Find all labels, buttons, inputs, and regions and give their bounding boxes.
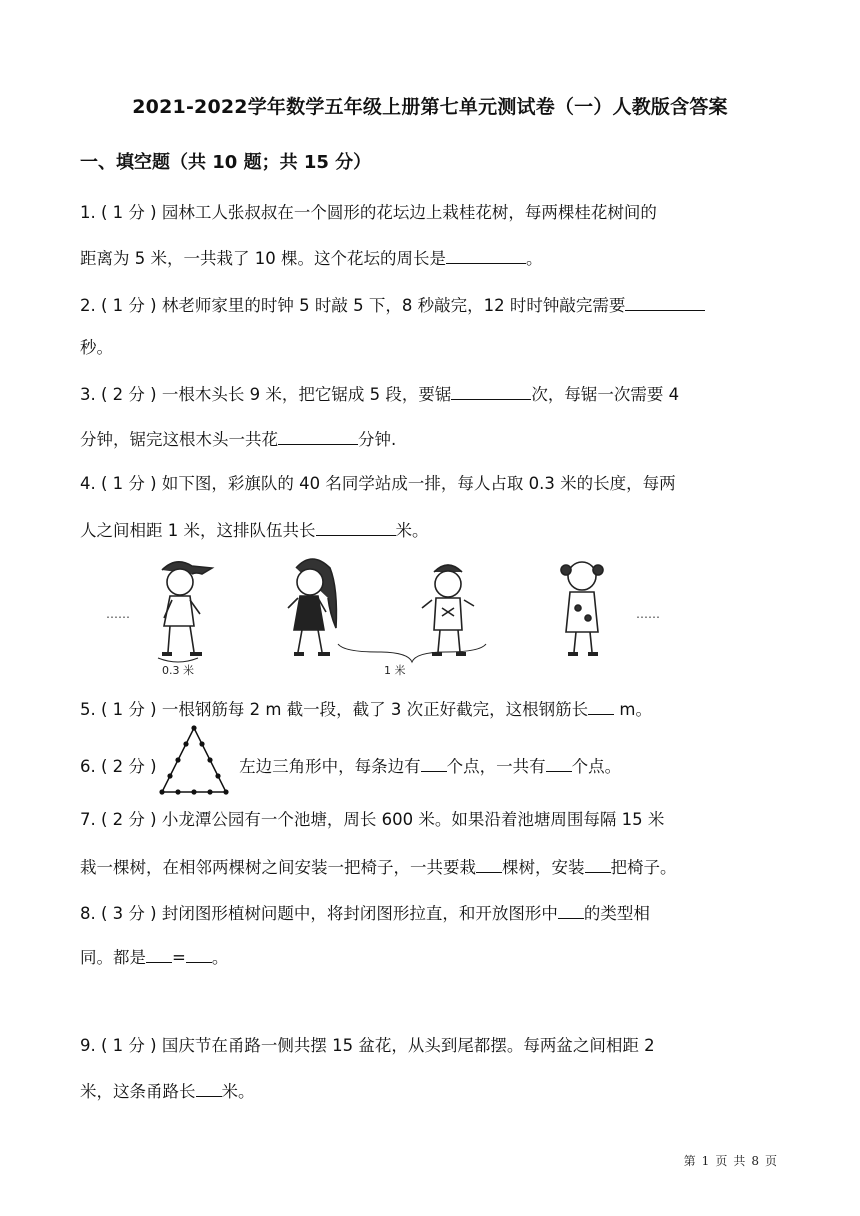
girl-with-ponytail-figure <box>288 559 336 654</box>
footer-text: 共 <box>733 1154 746 1168</box>
question-score: ( 2 分 ) <box>101 385 157 404</box>
question-number: 7. <box>80 810 96 829</box>
question-text: 距离为 5 米，一共栽了 10 棵。这个花坛的周长是 <box>80 249 446 268</box>
question-text: 把椅子。 <box>610 858 677 877</box>
question-number: 3. <box>80 385 96 404</box>
boy-with-bowtie-figure <box>422 565 474 654</box>
question-1 <box>80 203 780 223</box>
page-footer <box>0 1152 780 1169</box>
question-number: 2. <box>80 296 96 315</box>
question-text: m。 <box>614 700 652 719</box>
question-text: 。 <box>211 948 229 967</box>
answer-blank[interactable] <box>558 902 584 919</box>
answer-blank[interactable] <box>278 428 358 445</box>
question-text: = <box>172 948 186 967</box>
question-text: 分钟. <box>358 430 397 449</box>
width-bracket <box>158 658 198 662</box>
question-text: 园林工人张叔叔在一个圆形的花坛边上栽桂花树，每两棵桂花树间的 <box>161 203 657 222</box>
answer-blank[interactable] <box>585 856 611 873</box>
question-4 <box>80 474 780 494</box>
boy-with-cap-figure <box>162 562 212 654</box>
question-text: 如下图，彩旗队的 40 名同学站成一排，每人占取 0.3 米的长度，每两 <box>161 474 676 493</box>
label-1m: 1 米 <box>384 664 406 677</box>
answer-blank[interactable] <box>451 383 531 400</box>
section-heading: 一、填空题（共 10 题；共 15 分） <box>80 152 372 173</box>
question-9 <box>80 1036 780 1056</box>
question-text: 个点。 <box>571 757 622 776</box>
footer-text: 页 <box>715 1154 728 1168</box>
question-text: 一根木头长 9 米，把它锯成 5 段，要锯 <box>161 385 452 404</box>
question-3 <box>80 383 780 405</box>
answer-blank[interactable] <box>196 1080 222 1097</box>
flag-team-illustration <box>92 548 792 682</box>
question-text: 个点，一共有 <box>446 757 546 776</box>
question-score: ( 1 分 ) <box>101 203 157 222</box>
footer-text: 第 <box>683 1154 696 1168</box>
answer-blank[interactable] <box>446 247 526 264</box>
ellipsis-left: …… <box>106 607 130 621</box>
question-number: 6. <box>80 757 96 776</box>
total-pages: 8 <box>751 1154 759 1168</box>
question-number: 8. <box>80 904 96 923</box>
girl-with-pigtails-figure <box>561 562 603 654</box>
question-text: 左边三角形中，每条边有 <box>239 757 421 776</box>
question-8 <box>80 902 780 924</box>
question-score: ( 1 分 ) <box>101 474 157 493</box>
answer-blank[interactable] <box>625 294 705 311</box>
question-text: 次，每锯一次需要 4 <box>531 385 680 404</box>
question-8-line-2 <box>80 946 780 968</box>
document-title: 2021-2022学年数学五年级上册第七单元测试卷（一）人教版含答案 <box>132 96 728 118</box>
answer-blank[interactable] <box>186 946 212 963</box>
question-4-line-2 <box>80 519 780 541</box>
question-9-line-2 <box>80 1080 780 1102</box>
question-text: 封闭图形植树问题中，将封闭图形拉直，和开放图形中 <box>161 904 558 923</box>
question-7-line-2 <box>80 856 780 878</box>
answer-blank[interactable] <box>421 755 447 772</box>
question-text: 米。 <box>221 1082 255 1101</box>
question-7 <box>80 810 780 830</box>
question-text: 米，这条甬路长 <box>80 1082 196 1101</box>
question-number: 9. <box>80 1036 96 1055</box>
footer-text: 页 <box>764 1154 777 1168</box>
question-text: 人之间相距 1 米，这排队伍共长 <box>80 521 316 540</box>
question-2-line-2 <box>80 338 780 358</box>
question-text: 米。 <box>395 521 429 540</box>
question-3-line-2 <box>80 428 780 450</box>
question-score: ( 1 分 ) <box>101 700 157 719</box>
question-text: 林老师家里的时钟 5 时敲 5 下，8 秒敲完，12 时时钟敲完需要 <box>161 296 626 315</box>
question-text: 小龙潭公园有一个池塘，周长 600 米。如果沿着池塘周围每隔 15 米 <box>161 810 665 829</box>
question-text: 栽一棵树，在相邻两棵树之间安装一把椅子，一共要栽 <box>80 858 476 877</box>
answer-blank[interactable] <box>476 856 502 873</box>
question-text: 秒。 <box>80 338 113 357</box>
question-score: ( 1 分 ) <box>101 296 157 315</box>
question-2 <box>80 294 780 316</box>
page-number: 1 <box>701 1154 710 1168</box>
question-text: 。 <box>525 249 543 268</box>
question-number: 5. <box>80 700 96 719</box>
question-text: 一根钢筋每 2 m 截一段，截了 3 次正好截完，这根钢筋长 <box>161 700 589 719</box>
question-number: 4. <box>80 474 96 493</box>
question-1-line-2 <box>80 247 780 269</box>
answer-blank[interactable] <box>546 755 572 772</box>
question-5 <box>80 698 780 720</box>
answer-blank[interactable] <box>316 519 396 536</box>
children-in-a-row-picture <box>92 548 792 682</box>
question-score: ( 3 分 ) <box>101 904 157 923</box>
ellipsis-right: …… <box>636 607 660 621</box>
question-score: ( 1 分 ) <box>101 1036 157 1055</box>
question-6 <box>80 755 780 777</box>
question-text: 棵树，安装 <box>502 858 585 877</box>
question-number: 1. <box>80 203 96 222</box>
question-text: 分钟，锯完这根木头一共花 <box>80 430 278 449</box>
question-score: ( 2 分 ) <box>101 810 157 829</box>
question-text: 同。都是 <box>80 948 146 967</box>
label-0-3m: 0.3 米 <box>162 664 194 677</box>
answer-blank[interactable] <box>146 946 172 963</box>
question-text: 国庆节在甬路一侧共摆 15 盆花，从头到尾都摆。每两盆之间相距 2 <box>161 1036 655 1055</box>
answer-blank[interactable] <box>588 698 614 715</box>
question-score: ( 2 分 ) <box>101 757 157 776</box>
question-text: 的类型相 <box>583 904 650 923</box>
